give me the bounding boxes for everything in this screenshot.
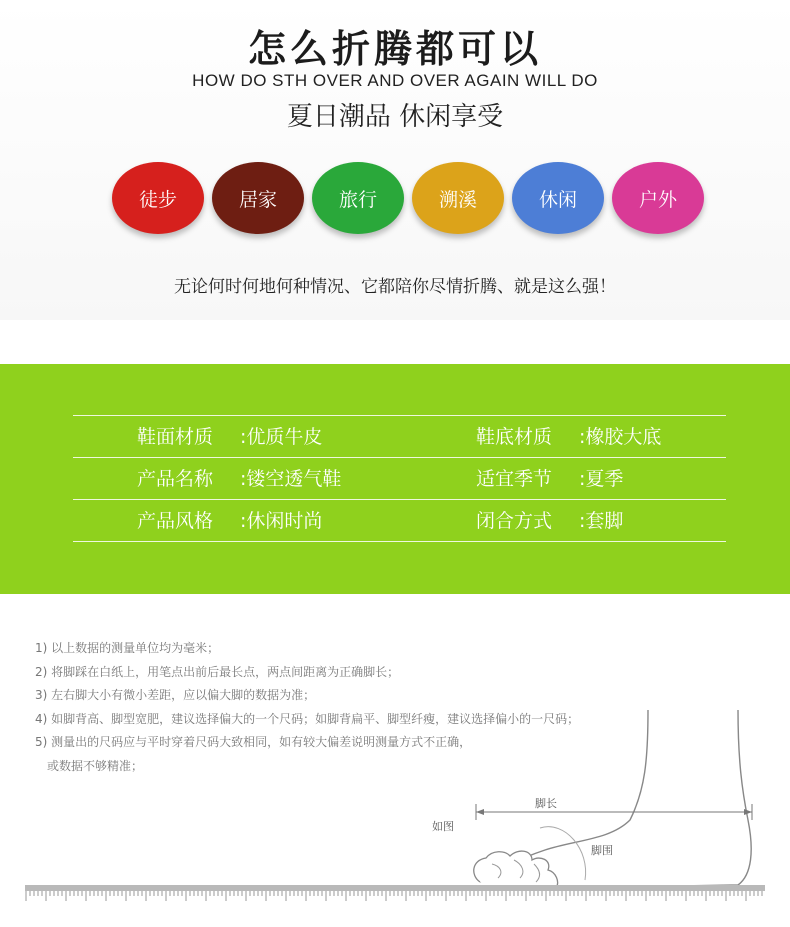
spec-divider bbox=[73, 415, 726, 416]
slogan-text: 无论何时何地何种情况、它都陪你尽情折腾、就是这么强！ bbox=[174, 277, 616, 297]
spec-divider bbox=[73, 541, 726, 542]
spec-value: :休闲时尚 bbox=[240, 510, 323, 532]
scene-badge-outdoor bbox=[612, 162, 704, 234]
spec-panel bbox=[0, 364, 790, 594]
spec-label: 产品名称 bbox=[137, 468, 214, 490]
spec-value: :优质牛皮 bbox=[240, 426, 323, 448]
spec-label: 产品风格 bbox=[137, 510, 214, 532]
measurement-notes bbox=[35, 640, 655, 781]
scene-badge-leisure bbox=[512, 162, 604, 234]
scene-badges bbox=[112, 162, 712, 236]
scene-badge-label: 休闲 bbox=[538, 188, 577, 211]
spec-value: :橡胶大底 bbox=[579, 426, 662, 448]
scene-badge-travel bbox=[312, 162, 404, 234]
subtitle-chinese: 夏日潮品 休闲享受 bbox=[286, 102, 504, 132]
spec-label: 鞋面材质 bbox=[137, 426, 214, 448]
intro-section bbox=[0, 0, 790, 320]
spec-label: 闭合方式 bbox=[476, 510, 553, 532]
scene-badge-stream bbox=[412, 162, 504, 234]
scene-badge-hiking bbox=[112, 162, 204, 234]
spec-label: 鞋底材质 bbox=[476, 426, 553, 448]
note-item: 或数据不够精准； bbox=[47, 758, 144, 773]
note-item: 1) 以上数据的测量单位均为毫米； bbox=[35, 641, 220, 655]
spec-divider bbox=[73, 499, 726, 500]
subtitle-english: HOW DO STH OVER AND OVER AGAIN WILL DO bbox=[192, 71, 598, 90]
spec-value: :夏季 bbox=[579, 468, 624, 490]
foot-girth-label: 脚围 bbox=[591, 844, 613, 857]
spec-label: 适宜季节 bbox=[476, 468, 553, 490]
scene-badge-label: 溯溪 bbox=[438, 188, 477, 211]
scene-badge-label: 徒步 bbox=[138, 188, 177, 211]
example-label: 如图 bbox=[432, 820, 454, 833]
note-item: 4) 如脚背高、脚型宽肥，建议选择偏大的一个尺码；如脚背扁平、脚型纤瘦，建议选择偏小的一尺码； bbox=[35, 711, 580, 726]
scene-badge-label: 居家 bbox=[238, 188, 277, 211]
note-item: 2) 将脚踩在白纸上，用笔点出前后最长点，两点间距离为正确脚长； bbox=[35, 664, 400, 679]
scene-badge-label: 户外 bbox=[638, 188, 677, 211]
spec-divider bbox=[73, 457, 726, 458]
page-title: 怎么折腾都可以 bbox=[247, 27, 542, 71]
scene-badge-label: 旅行 bbox=[338, 188, 377, 211]
scene-badge-home bbox=[212, 162, 304, 234]
foot-length-label: 脚长 bbox=[535, 797, 557, 810]
note-item: 3) 左右脚大小有微小差距，应以偏大脚的数据为准； bbox=[35, 688, 316, 702]
note-item: 5) 测量出的尺码应与平时穿着尺码大致相同，如有较大偏差说明测量方式不正确， bbox=[35, 735, 472, 749]
spec-value: :镂空透气鞋 bbox=[240, 468, 342, 490]
spec-value: :套脚 bbox=[579, 510, 624, 532]
